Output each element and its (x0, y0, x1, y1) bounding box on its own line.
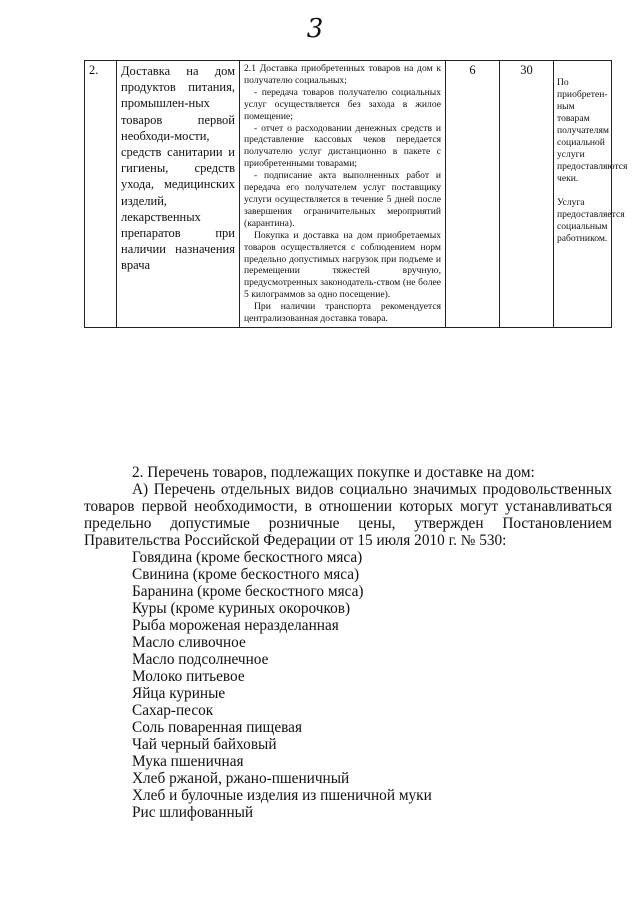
list-item: Масло сливочное (132, 634, 246, 651)
description-paragraph: При наличии транспорта рекомендуется централизованная доставка товара. (244, 301, 441, 325)
goods-list (84, 549, 612, 821)
list-item: Говядина (кроме бескостного мяса) (132, 549, 363, 566)
note-paragraph: По приобретен-ным товарам получателям социальной услуги предоставляются чеки. (557, 77, 628, 184)
list-item: Свинина (кроме бескостного мяса) (132, 566, 360, 583)
section-heading: 2. Перечень товаров, подлежащих покупке и доставке на дом: (132, 464, 535, 481)
column-4-value: 6 (446, 61, 500, 328)
list-item: Куры (кроме куриных окорочков) (132, 600, 351, 617)
list-item: Баранина (кроме бескостного мяса) (132, 583, 364, 600)
list-item: Яйца куриные (132, 685, 226, 702)
list-item: Чай черный байховый (132, 736, 277, 753)
description-paragraph: 2.1 Доставка приобретенных товаров на дом к получателю социальных; (244, 63, 441, 86)
list-item: Хлеб ржаной, ржано-пшеничный (132, 770, 350, 787)
page-number: 3 (306, 14, 324, 44)
list-item: Мука пшеничная (132, 753, 244, 770)
list-item: Рис шлифованный (132, 804, 254, 821)
note-paragraph: Услуга предоставляется социальным работником. (557, 197, 625, 244)
description-paragraph: - передача товаров получателю социальных услуг осуществляется без захода в жилое помещение; (244, 86, 441, 122)
list-item: Хлеб и булочные изделия из пшеничной муки (132, 787, 432, 804)
table-row (85, 61, 612, 328)
description-paragraph: Покупка и доставка на дом приобретаемых товаров осуществляется с соблюдением норм предельно допустимых нагрузок при подъеме и перемещении тяжестей вручную, предусмотренных законодатель-ством (не более 5 килограммов за одно посещение). (244, 229, 441, 301)
list-item: Рыба мороженая неразделанная (132, 617, 339, 634)
service-table (84, 60, 628, 328)
column-5-value: 30 (500, 61, 554, 328)
list-item: Сахар-песок (132, 702, 214, 719)
list-item: Масло подсолнечное (132, 651, 269, 668)
document-body (84, 464, 612, 821)
description-paragraph: - отчет о расходовании денежных средств и представление кассовых чеков передается получателю услуг дистанционно в пакете с приобретенными товарами; (244, 122, 441, 170)
list-item: Соль поваренная пищевая (132, 719, 302, 736)
paragraph-a: А) Перечень отдельных видов социально значимых продовольственных товаров первой необходимости, в отношении которых могут устанавливаться предельно допустимые розничные цены, утвержден Постановлением Правительства Российской Федерации от 15 июля 2010 г. № 530: (84, 481, 612, 549)
row-number-cell: 2. (85, 61, 117, 328)
service-name-cell: Доставка на дом продуктов питания, промышлен-ных товаров первой необходи-мости, средств санитарии и гигиены, средств ухода, медицинских изделий, лекарственных препаратов при наличии назначения врача (117, 61, 240, 328)
service-description-cell (240, 61, 446, 328)
notes-cell (554, 61, 628, 328)
description-paragraph: - подписание акта выполненных работ и передача его получателем услуг поставщику услуги осуществляется в течение 5 дней после завершения ограничительных мероприятий (карантина). (244, 170, 441, 229)
list-item: Молоко питьевое (132, 668, 245, 685)
